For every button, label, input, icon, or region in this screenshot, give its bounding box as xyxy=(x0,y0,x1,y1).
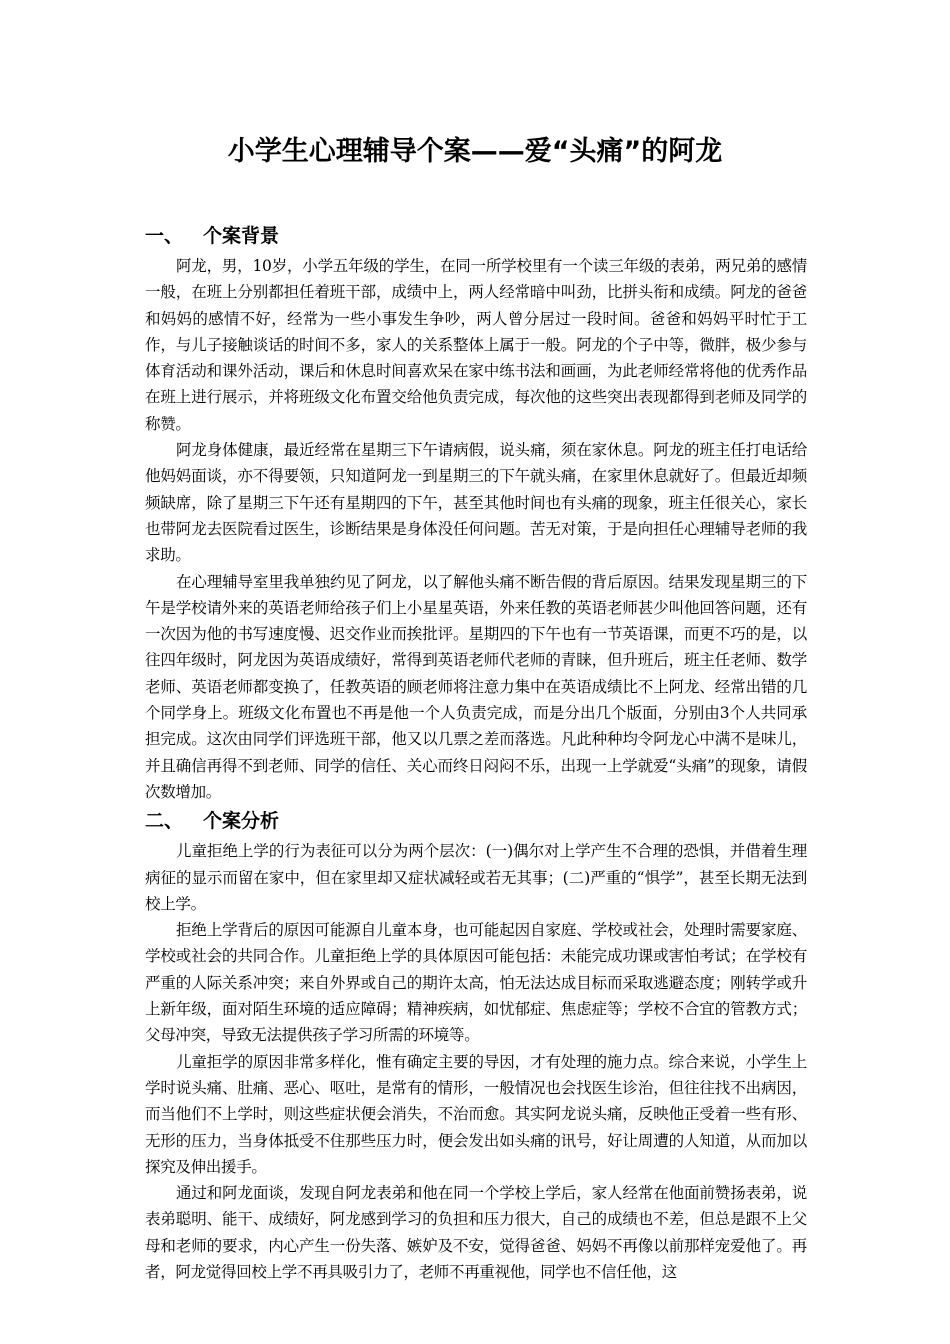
paragraph: 阿龙，男，10岁，小学五年级的学生，在同一所学校里有一个读三年级的表弟，两兄弟的感情一般，在班上分别都担任着班干部，成绩中上，两人经常暗中叫劲，比拼头衔和成绩。阿龙的爸爸和妈妈的感情不好，经常为一些小事发生争吵，两人曾分居过一段时间。爸爸和妈妈平时忙于工作，与儿子接触谈话的时间不多，家人的关系整体上属于一般。阿龙的个子中等，微胖，极少参与体育活动和课外活动，课后和休息时间喜欢呆在家中练书法和画画，为此老师经常将他的优秀作品在班上进行展示，并将班级文化布置交给他负责完成，每次他的这些突出表现都得到老师及同学的称赞。 xyxy=(145,257,807,433)
paragraph: 儿童拒绝上学的行为表征可以分为两个层次：(一)偶尔对上学产生不合理的恐惧，并借着生理病征的显示而留在家中，但在家里却又症状减轻或若无其事；(二)严重的“惧学”，甚至长期无法到校上学。 xyxy=(145,842,807,913)
paragraph: 拒绝上学背后的原因可能源自儿童本身，也可能起因自家庭、学校或社会，处理时需要家庭、学校或社会的共同合作。儿童拒绝上学的具体原因可能包括：未能完成功课或害怕考试；在学校有严重的人际关系冲突；来自外界或自己的期许太高，怕无法达成目标而采取逃避态度；刚转学或升上新年级，面对陌生环境的适应障碍；精神疾病，如忧郁症、焦虑症等；学校不合宜的管教方式；父母冲突，导致无法提供孩子学习所需的环境等。 xyxy=(145,921,807,1045)
section-heading xyxy=(145,805,807,838)
paragraph: 阿龙身体健康，最近经常在星期三下午请病假，说头痛，须在家休息。阿龙的班主任打电话给他妈妈面谈，亦不得要领，只知道阿龙一到星期三的下午就头痛，在家里休息就好了。但最近却频频缺席，除了星期三下午还有星期四的下午，甚至其他时间也有头痛的现象，班主任很关心，家长也带阿龙去医院看过医生，诊断结果是身体没任何问题。苦无对策，于是向担任心理辅导老师的我求助。 xyxy=(145,441,807,565)
paragraph: 儿童拒学的原因非常多样化，惟有确定主要的导因，才有处理的施力点。综合来说，小学生上学时说头痛、肚痛、恶心、呕吐，是常有的情形，一般情况也会找医生诊治，但往往找不出病因，而当他们不上学时，则这些症状便会消失，不治而愈。其实阿龙说头痛，反映他正受着一些有形、无形的压力，当身体抵受不住那些压力时，便会发出如头痛的讯号，好让周遭的人知道，从而加以探究及伸出援手。 xyxy=(145,1052,807,1176)
section-number: 一、 xyxy=(145,225,184,247)
paragraph: 通过和阿龙面谈，发现自阿龙表弟和他在同一个学校上学后，家人经常在他面前赞扬表弟，说表弟聪明、能干、成绩好，阿龙感到学习的负担和压力很大，自己的成绩也不差，但总是跟不上父母和老师的要求，内心产生一份失落、嫉妒及不安，觉得爸爸、妈妈不再像以前那样宠爱他了。再者，阿龙觉得回校上学不再具吸引力了，老师不再重视他，同学也不信任他，这 xyxy=(145,1184,807,1281)
document-title: 小学生心理辅导个案——爱“头痛”的阿龙 xyxy=(227,136,723,167)
paragraph: 在心理辅导室里我单独约见了阿龙，以了解他头痛不断告假的背后原因。结果发现星期三的下午是学校请外来的英语老师给孩子们上小星星英语，外来任教的英语老师甚少叫他回答问题，还有一次因为他的书写速度慢、迟交作业而挨批评。星期四的下午也有一节英语课，而更不巧的是，以往四年级时，阿龙因为英语成绩好，常得到英语老师代老师的青睐，但升班后，班主任老师、数学老师、英语老师都变换了，任教英语的顾老师将注意力集中在英语成绩比不上阿龙、经常出错的几个同学身上。班级文化布置也不再是他一个人负责完成，而是分出几个版面，分别由3个人共同承担完成。这次由同学们评选班干部，他又以几票之差而落选。凡此种种均令阿龙心中满不是味儿，并且确信再得不到老师、同学的信任、关心而终日闷闷不乐，出现一上学就爱“头痛”的现象，请假次数增加。 xyxy=(145,572,807,801)
section-title: 个案分析 xyxy=(203,810,280,833)
section-heading xyxy=(145,220,807,253)
section-title: 个案背景 xyxy=(203,225,280,247)
document-body xyxy=(145,220,807,1285)
section-analysis xyxy=(145,805,807,1285)
section-background xyxy=(145,220,807,805)
section-number: 二、 xyxy=(145,810,184,833)
